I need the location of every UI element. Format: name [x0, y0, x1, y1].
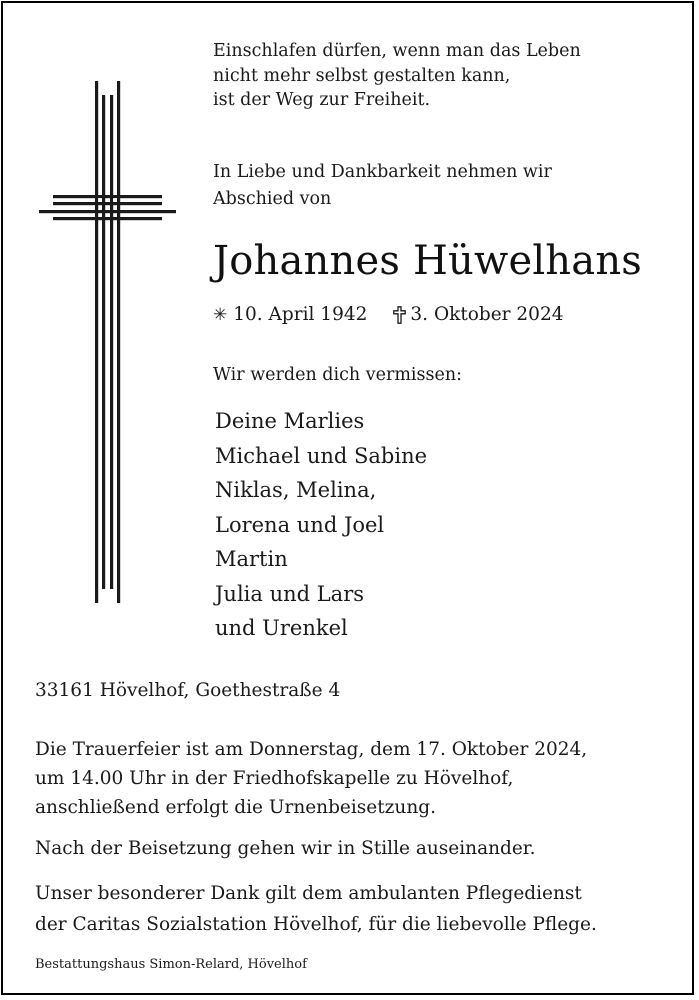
- death-cross-icon: [393, 306, 406, 324]
- family-list: [215, 404, 427, 646]
- quote-line: nicht mehr selbst gestalten kann,: [213, 65, 511, 86]
- intro-line: In Liebe und Dankbarkeit nehmen wir: [213, 162, 552, 182]
- death-date: 3. Oktober 2024: [410, 304, 564, 325]
- life-dates: [213, 301, 563, 329]
- cross-icon: [37, 81, 179, 603]
- family-member: Martin: [215, 547, 288, 571]
- thanks-line: der Caritas Sozialstation Hövelhof, für die liebevolle Pflege.: [35, 914, 597, 935]
- miss-line: Wir werden dich vermissen:: [213, 365, 463, 385]
- quote: [213, 39, 581, 113]
- family-member: Julia und Lars: [215, 581, 365, 606]
- funeral-line: anschließend erfolgt die Urnenbeisetzung.: [35, 797, 436, 818]
- family-member: Lorena und Joel: [215, 512, 385, 537]
- family-member: Michael und Sabine: [215, 443, 428, 468]
- obituary-notice: [1, 1, 694, 995]
- address: 33161 Hövelhof, Goethestraße 4: [35, 680, 341, 701]
- quote-line: Einschlafen dürfen, wenn man das Leben: [213, 41, 581, 61]
- birth-star-icon: ✳: [213, 305, 228, 325]
- deceased-name: Johannes Hüwelhans: [213, 238, 643, 284]
- quote-line: ist der Weg zur Freiheit.: [213, 90, 431, 110]
- thanks-line: Unser besonderer Dank gilt dem ambulanten Pflegedienst: [35, 883, 582, 904]
- silence-note: Nach der Beisetzung gehen wir in Stille auseinander.: [35, 838, 536, 859]
- intro-text: [213, 159, 552, 213]
- undertaker: Bestattungshaus Simon-Relard, Hövelhof: [35, 957, 307, 972]
- family-member: und Urenkel: [215, 616, 348, 640]
- funeral-info: [35, 735, 587, 822]
- intro-line: Abschied von: [213, 189, 332, 209]
- funeral-line: Die Trauerfeier ist am Donnerstag, dem 17. Oktober 2024,: [35, 739, 588, 760]
- thanks-note: [35, 878, 597, 940]
- funeral-line: um 14.00 Uhr in der Friedhofskapelle zu Hövelhof,: [35, 768, 514, 789]
- birth-date: 10. April 1942: [233, 304, 368, 325]
- family-member: Niklas, Melina,: [215, 478, 377, 502]
- family-member: Deine Marlies: [215, 409, 365, 433]
